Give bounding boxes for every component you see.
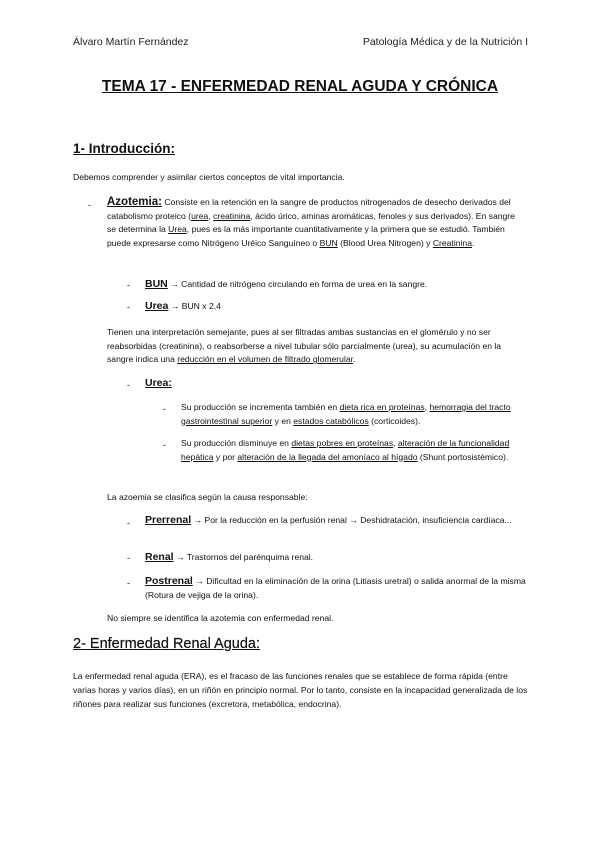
azotemia-paragraph: [107, 196, 525, 250]
text: (Blood Urea Nitrogen) y: [337, 237, 433, 248]
section2-heading: 2- Enfermedad Renal Aguda:: [73, 636, 261, 652]
bullet-dash: -: [127, 380, 130, 390]
postrenal-term: Postrenal: [145, 575, 193, 587]
bullet-dash: -: [127, 518, 130, 528]
text: dieta rica en proteínas: [339, 402, 425, 412]
urea-item: [145, 299, 221, 313]
prerrenal-term: Prerrenal: [145, 514, 192, 526]
text: Su producción disminuye en: [181, 438, 292, 448]
text: estados catabólicos: [293, 415, 369, 426]
text: y por: [213, 451, 238, 462]
bullet-dash: -: [88, 200, 91, 210]
text: ,: [208, 210, 214, 221]
header-author: Álvaro Martín Fernández: [73, 36, 189, 48]
gfr-reduction: reducción en el volumen de filtrado glomerular: [177, 354, 354, 365]
link-urea: urea: [191, 210, 209, 221]
header-course: Patología Médica y de la Nutrición I: [362, 36, 528, 48]
text: .: [353, 354, 356, 365]
bullet-dash: -: [127, 302, 130, 312]
classify-text: La azoemia se clasifica según la causa responsable:: [107, 492, 308, 502]
text: hemorragia del tracto gastrointestinal superior: [181, 402, 511, 426]
text: y en: [272, 415, 294, 426]
bullet-dash: -: [127, 280, 130, 290]
text: , ácido úrico, aminas aromáticas, fenoles y sus derivados). En sangre se determina la: [107, 210, 515, 235]
bun-term: BUN: [145, 278, 168, 290]
bun-item: [145, 277, 427, 291]
page-title: TEMA 17 - ENFERMEDAD RENAL AGUDA Y CRÓNICA: [101, 78, 499, 95]
text: → Por la reducción en la perfusión renal → Deshidratación, insuficiencia cardíaca...: [191, 515, 512, 525]
text: ,: [393, 438, 398, 448]
text: dietas pobres en proteínas: [291, 438, 394, 448]
text: → Cantidad de nitrógeno circulando en forma de urea en la sangre.: [167, 279, 428, 289]
text: .: [471, 237, 475, 248]
intro-text: Debemos comprender y asimilar ciertos conceptos de vital importancia.: [73, 172, 345, 182]
link-urea2: Urea: [168, 224, 187, 235]
text: Su producción se incrementa también en: [181, 402, 340, 412]
text: , pues es la más importante cuantitativamente y la primera que se estudió. También puede expresarse como Nitrógeno Uréico Sanguíneo o: [107, 224, 505, 248]
postrenal-item: [145, 575, 530, 602]
section2-body: La enfermedad renal aguda (ERA), es el fracaso de las funciones renales que se establece de forma rápida (entre varias horas y varios días), en un riñón en principio normal. Por lo tanto, consiste en la incapacidad generalizada de los riñones para realizar sus funciones (excretora, metabólica, endocrina).: [73, 671, 528, 709]
link-creatinina: creatinina: [213, 210, 251, 221]
text: alteración de la funcionalidad hepática: [181, 438, 510, 462]
text: ,: [424, 402, 430, 412]
bullet-dash: -: [163, 404, 166, 414]
text: alteración de la llegada del amoníaco al hígado: [237, 451, 418, 462]
text: Tienen una interpretación semejante, pues al ser filtradas ambas sustancias en el glomérulo y no ser reabsorbidas (creatinina), o reabsorberse a nivel tubular sólo parcialmente (urea), su acumulación en la sangre indica una: [107, 327, 502, 365]
text: → BUN x 2,4: [168, 301, 221, 311]
urea-heading: Urea:: [145, 377, 172, 389]
prerrenal-item: [145, 514, 530, 528]
bullet-dash: -: [127, 553, 130, 563]
note-text: No siempre se identifica la azotemia con enfermedad renal.: [107, 613, 334, 623]
renal-item: [145, 550, 313, 564]
text: → Dificultad en la eliminación de la orina (Litiasis uretral) o salida anormal de la misma (Rotura de vejiga de la orina).: [145, 576, 526, 600]
urea-term: Urea: [145, 300, 169, 312]
renal-term: Renal: [145, 551, 174, 563]
interpretation-paragraph: [107, 326, 527, 367]
text: (Shunt portosistémico).: [417, 451, 509, 462]
urea-increase-item: [181, 401, 529, 428]
text: → Trastornos del parénquima renal.: [173, 552, 314, 562]
text: Consiste en la retención en la sangre de productos nitrogenados de desecho derivados del catabolismo proteico (: [107, 197, 511, 221]
section1-heading: 1- Introducción:: [73, 141, 175, 156]
bullet-dash: -: [163, 440, 166, 450]
text: (corticoides).: [368, 415, 421, 426]
urea-decrease-item: [181, 437, 529, 464]
link-bun: BUN: [319, 237, 338, 248]
bullet-dash: -: [127, 578, 130, 588]
link-creatinina2: Creatinina: [432, 237, 472, 248]
azotemia-term: Azotemia:: [107, 196, 162, 208]
